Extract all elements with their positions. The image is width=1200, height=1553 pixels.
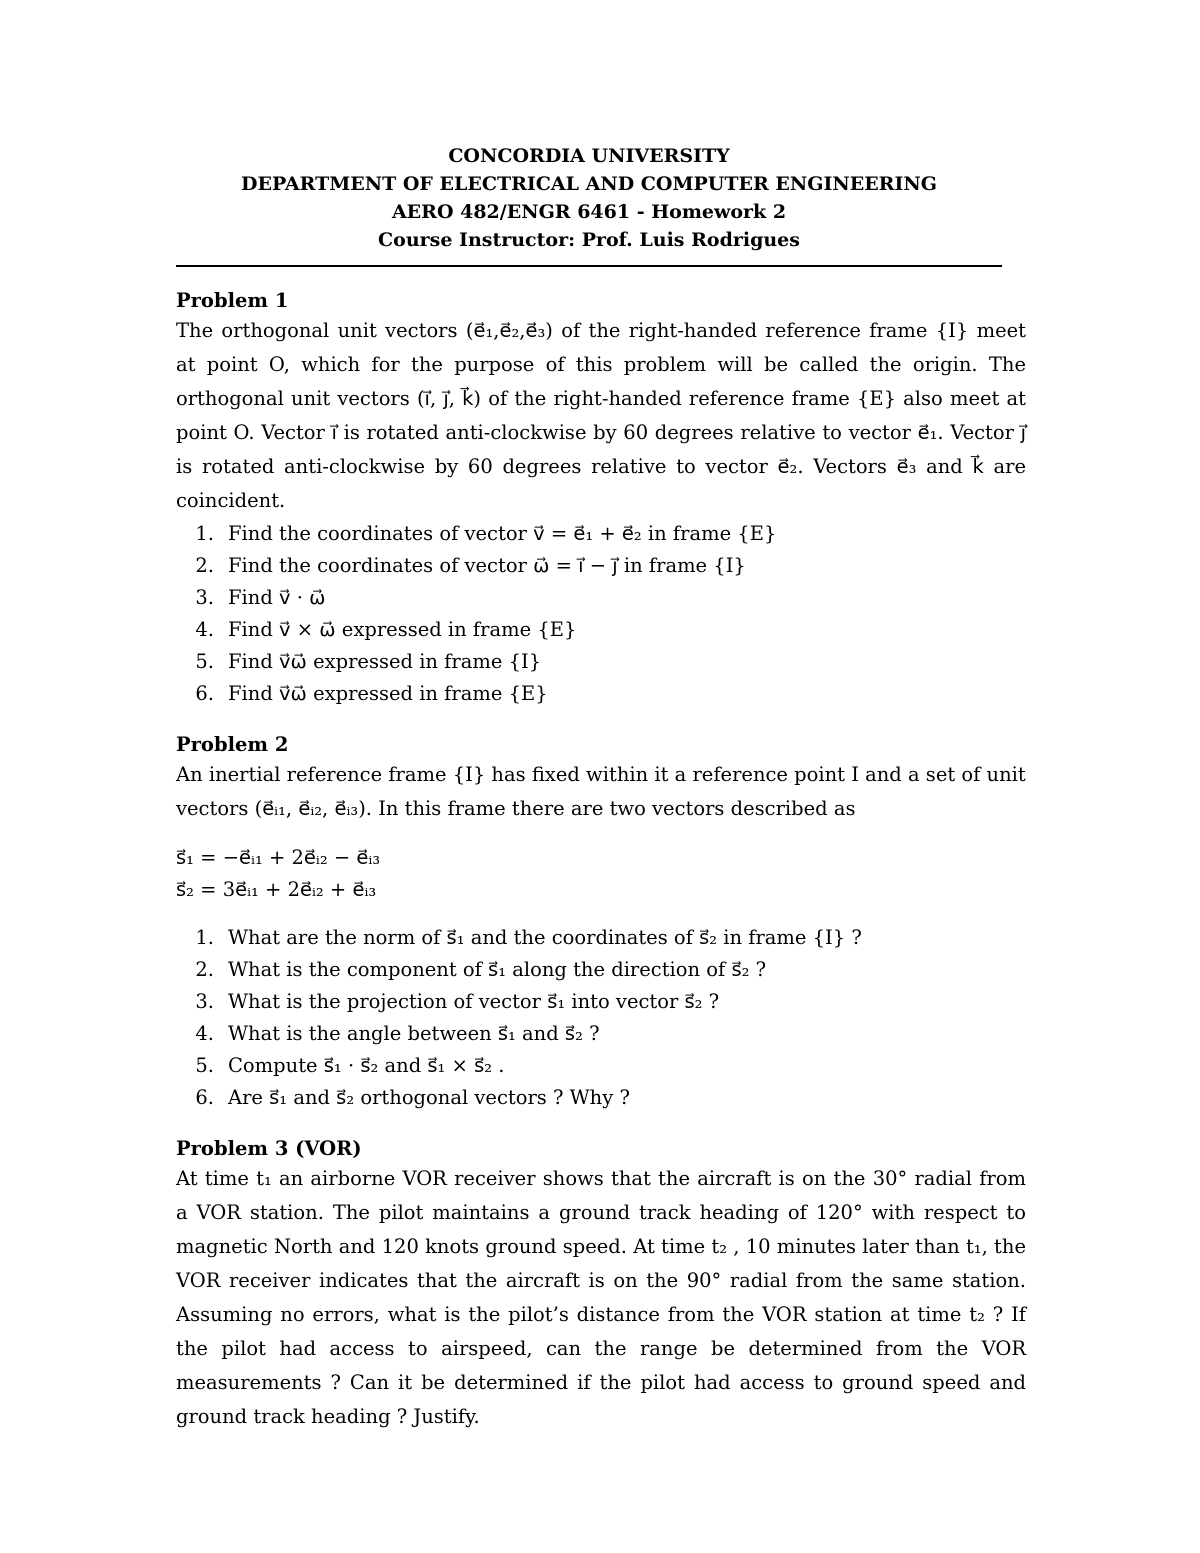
list-item: 5. Find v⃗ω⃗ expressed in frame {I} — [195, 650, 542, 673]
list-item: 4. What is the angle between s⃗₁ and s⃗₂ ? — [195, 1022, 600, 1045]
problem-1 — [176, 288, 1026, 710]
list-item: 4. Find v⃗ × ω⃗ expressed in frame {E} — [195, 618, 577, 641]
problem-2-title: Problem 2 — [176, 733, 289, 756]
document-header — [176, 142, 1002, 254]
problem-1-questions — [176, 518, 1026, 710]
header-divider — [176, 265, 1002, 267]
instructor-line: Course Instructor: Prof. Luis Rodrigues — [378, 229, 800, 251]
problem-3 — [176, 1136, 1026, 1434]
problem-1-statement: The orthogonal unit vectors (e⃗₁,e⃗₂,e⃗₃) of the right-handed reference frame {I} meet at point O, which for the purpose of this problem will be called the origin. The orthogonal unit vectors (i⃗, j⃗, k⃗) of the right-handed reference frame {E} also meet at point O. Vector i⃗ is rotated anti-clockwise by 60 degrees relative to vector e⃗₁. Vector j⃗ is rotated anti-clockwise by 60 degrees relative to vector e⃗₂. Vectors e⃗₃ and k⃗ are coincident. — [176, 319, 1026, 512]
equation-s1: s⃗₁ = −e⃗ᵢ₁ + 2e⃗ᵢ₂ − e⃗ᵢ₃ — [176, 846, 381, 869]
list-item: 3. Find v⃗ · ω⃗ — [195, 586, 326, 609]
list-item: 1. What are the norm of s⃗₁ and the coordinates of s⃗₂ in frame {I} ? — [195, 926, 862, 949]
problem-2-questions — [176, 922, 1026, 1114]
list-item: 5. Compute s⃗₁ · s⃗₂ and s⃗₁ × s⃗₂ . — [195, 1054, 505, 1077]
university-name: CONCORDIA UNIVERSITY — [448, 145, 730, 167]
department-name: DEPARTMENT OF ELECTRICAL AND COMPUTER ENGINEERING — [241, 173, 937, 195]
list-item: 2. Find the coordinates of vector ω⃗ = i⃗ − j⃗ in frame {I} — [195, 554, 746, 577]
problem-2-statement: An inertial reference frame {I} has fixed within it a reference point I and a set of unit vectors (e⃗ᵢ₁, e⃗ᵢ₂, e⃗ᵢ₃). In this frame there are two vectors described as — [176, 763, 1026, 820]
problem-2 — [176, 732, 1026, 1114]
list-item: 6. Are s⃗₁ and s⃗₂ orthogonal vectors ? Why ? — [195, 1086, 630, 1109]
problem-3-title: Problem 3 (VOR) — [176, 1137, 362, 1160]
list-item: 6. Find v⃗ω⃗ expressed in frame {E} — [195, 682, 548, 705]
equation-s2: s⃗₂ = 3e⃗ᵢ₁ + 2e⃗ᵢ₂ + e⃗ᵢ₃ — [176, 878, 377, 901]
list-item: 2. What is the component of s⃗₁ along the direction of s⃗₂ ? — [195, 958, 767, 981]
list-item: 1. Find the coordinates of vector v⃗ = e⃗₁ + e⃗₂ in frame {E} — [195, 522, 777, 545]
document-body — [176, 288, 1026, 1434]
problem-2-equations — [176, 842, 1026, 906]
course-title: AERO 482/ENGR 6461 - Homework 2 — [391, 201, 787, 223]
list-item: 3. What is the projection of vector s⃗₁ into vector s⃗₂ ? — [195, 990, 720, 1013]
problem-1-title: Problem 1 — [176, 289, 289, 312]
problem-3-statement: At time t₁ an airborne VOR receiver shows that the aircraft is on the 30° radial from a VOR station. The pilot maintains a ground track heading of 120° with respect to magnetic North and 120 knots ground speed. At time t₂ , 10 minutes later than t₁, the VOR receiver indicates that the aircraft is on the 90° radial from the same station. Assuming no errors, what is the pilot’s distance from the VOR station at time t₂ ? If the pilot had access to airspeed, can the range be determined from the VOR measurements ? Can it be determined if the pilot had access to ground speed and ground track heading ? Justify. — [176, 1167, 1026, 1428]
